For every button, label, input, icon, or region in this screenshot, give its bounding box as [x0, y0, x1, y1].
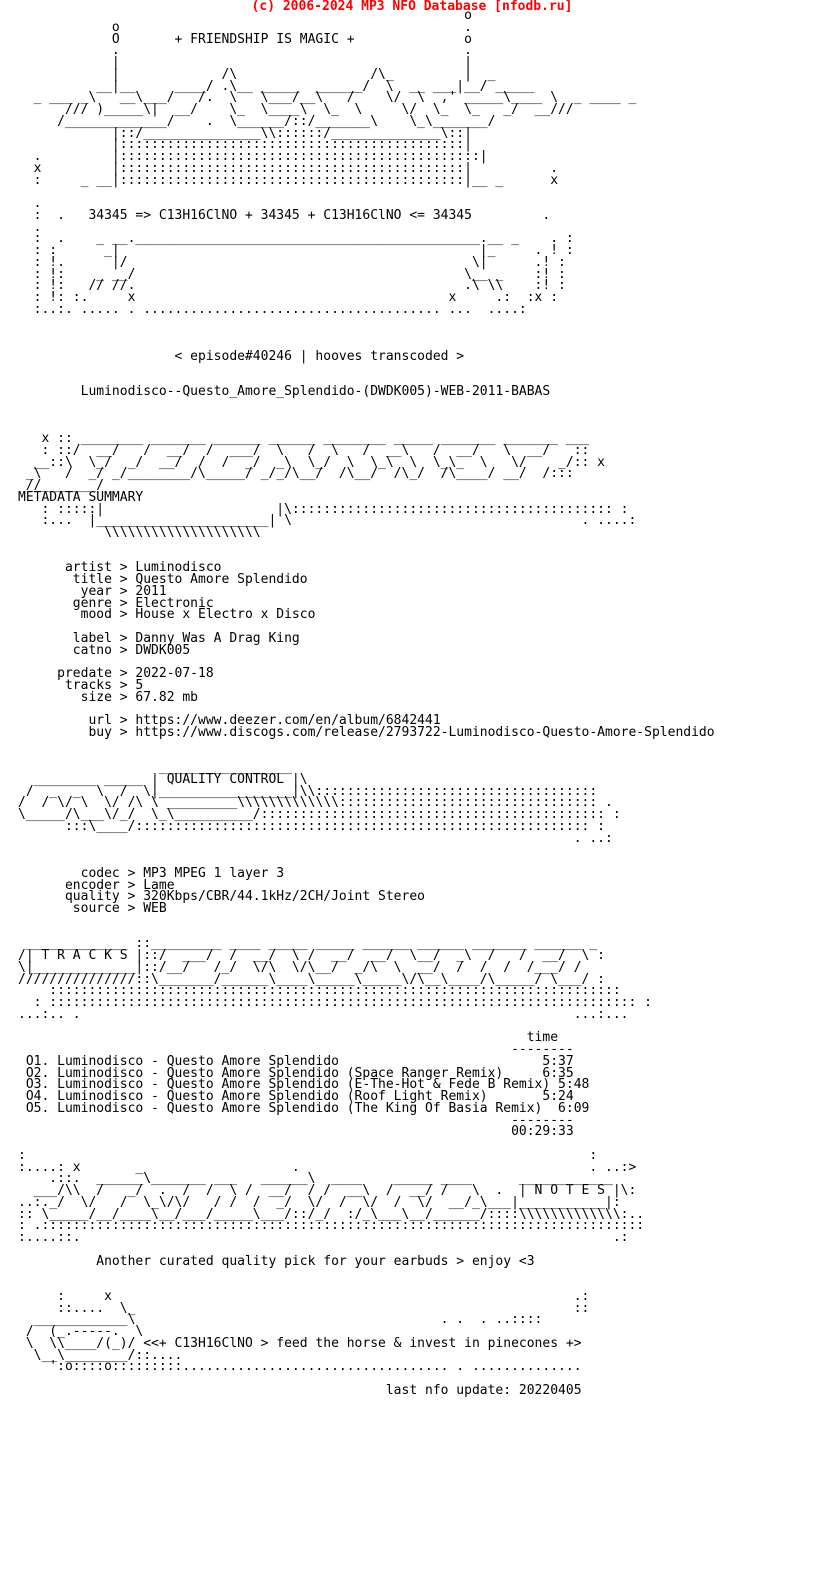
- notes-text: Another curated quality pick for your earbuds > enjoy <3: [96, 1253, 535, 1269]
- notes-art: : : :....: x _ . . ..:> .::. ______\_______ ___ ______\ ____ _____ ____ ____________ ___/\\ / _/ . / / \ / __/ / / __\ / __/ / \ . | N O T E S |\: ..:._/ \/ / \_\/\/ / / / _/ \/ / \/ / \/ __/_\___|___________|: :: \_____/__/____\__/___/_____\___/::/_/ :/_\___\__/______/::::\\\\\\\\\\\\\:.. : .::::::::::::::::::::::::::::::::::::::::::::::::::::::::::::::::::::::::::::: :....::. .:: [18, 1147, 645, 1245]
- site-header: (c) 2006-2024 MP3 NFO Database [nfodb.ru]: [251, 0, 573, 14]
- quality-control-art: _________________ ________ _____ | QUALITY CONTROL |\ / _ _ \ / \|_________________|\\:::::::::::::::::::::::::::::::::::: / / \/ \ \/ /\ \ _________\\\\\\\\\\\\\::::::::::::::::::::::::::::::::: . \_____/\___\/_/ \_\__________/:::::::::::::::::::::::::::::::::::::::::::: : :::\____/:::::::::::::::::::::::::::::::::::::::::::::::::::::::::: : . ..:: [18, 760, 621, 846]
- ascii-logo: o o . O + FRIENDSHIP IS MAGIC + o . . | | | /\ /\_ | _ __|__ ____/ .\__ _____ ______/ \ __ ___|__/ _____ _ ___ _\ __\___/ /. \ \___/__\ / \/ \ ,' _____\____ \ _ ____ _ /// )_____\| __/ \_ \____\ \_ \ \/ \_ \_ _/ __/// /_____________/ . \______/::/_______\ \_\_______/ |::/_______________\\::::::/______________\::| |::::::::::::::::::::::::::::::::::::::::::::| . |::::::::::::::::::::::::::::::::::::::::::::::| x |::::::::::::::::::::::::::::::::::::::::::::| . : _ __|::::::::::::::::::::::::::::::::::::::::::::|__ _ x . : . 34345 => C13H16ClNO + 34345 + C13H16ClNO <= 34345 . . : . _ __.____________________________________________.__ _ . : : : _| |_ . ! : : !. |/ \| .! : : !: _ __/ \__ _ :! : : !: // //. .\ \\ :! : : !: :. x x .: :x : :..:. ..... . ...................................... ... ....:: [33, 8, 637, 317]
- metadata-summary-heading: METADATA SUMMARY: [18, 489, 144, 505]
- metadata-art-bottom: : :::::| |\::::::::::::::::::::::::::::::::::::::::: : :... |______________________| \ . ....: \\\\\\\\\\\\\\\\\\\\: [41, 501, 637, 540]
- track-list: time -------- O1. Luminodisco - Questo Amore Splendido 5:37 O2. Luminodisco - Questo Amore Splendido (Space Ranger Remix) 6:35 O3. Luminodisco - Questo Amore Splendido (E-The-Hot & Fede B Remix) 5:48 O4. Luminodisco - Questo Amore Splendido (Roof Light Remix) 5:24 O5. Luminodisco - Questo Amore Splendido (The King Of Basia Remix) 6:09 -------- 00:29:33: [25, 1030, 590, 1140]
- tracks-art: _____________ ::_________ ____ _____ _____ ______ ______ _______ ______ _ /| T R A C K S |::/ ___/ / __/ \ / __/ __/ \__/ _\ / / __/ \ : \|_____________|::/__/ /_/ \/\ \/\__/ _/\ \ __/ / / / /___/ / ///////////////::\_______/______\____\_____\_____\/\__\____/\_____/ \___/ : ::::::::::::::::::::::::::::::::::::::::::::::::::::::::::::::::::::::::: : ::::::::::::::::::::::::::::::::::::::::::::::::::::::::::::::::::::::::::: : ...:.. . ...:...: [18, 936, 652, 1022]
- metadata-list: artist > Luminodisco title > Questo Amore Splendido year > 2011 genre > Electronic mood > House x Electro x Disco label > Danny Was A Drag King catno > DWDK005 predate > 2022-07-18 tracks > 5 size > 67.82 mb url > https://www.deezer.com/en/album/6842441 buy > https://www.discogs.com/release/2793722-Luminodisco-Questo-Amore-Splendido: [57, 560, 715, 740]
- release-name: Luminodisco--Questo_Amore_Splendido-(DWDK005)-WEB-2011-BABAS: [18, 384, 551, 399]
- quality-list: codec > MP3 MPEG 1 layer 3 encoder > Lame quality > 320Kbps/CBR/44.1kHz/2CH/Joint Stereo source > WEB: [64, 865, 425, 916]
- metadata-art-top: x :: ________ _______ ______ ______ ________ _____ _______ _______ ___ : ::/ __/ / __/ / ___/ \ / \ / __\ / __/ \ __/ :: __::\ \_/ _/ __/ / / _/ _\ \_/ \ \_\ \ \_\_ \ \/ _/:: x _\ / _/ _/________/\_____/ _/_/\__/ /\__/ /\_/ /\____/ __/ /::: //_______/: [25, 431, 605, 493]
- episode-line: < episode#40246 | hooves transcoded >: [18, 348, 465, 364]
- nfo-document: [18, 10, 715, 1397]
- footer-art: : x .: ::.... \_ :: ____________\ . . . ..:::: / (_.-----. \ \ \\____/(_)/ <<+ C13H16ClNO > feed the horse & invest in pinecones +> \__\________/::.... ':o::::o:::::::::.................................. . ..............: [25, 1288, 590, 1375]
- last-update: last nfo update: 20220405: [18, 1382, 582, 1398]
